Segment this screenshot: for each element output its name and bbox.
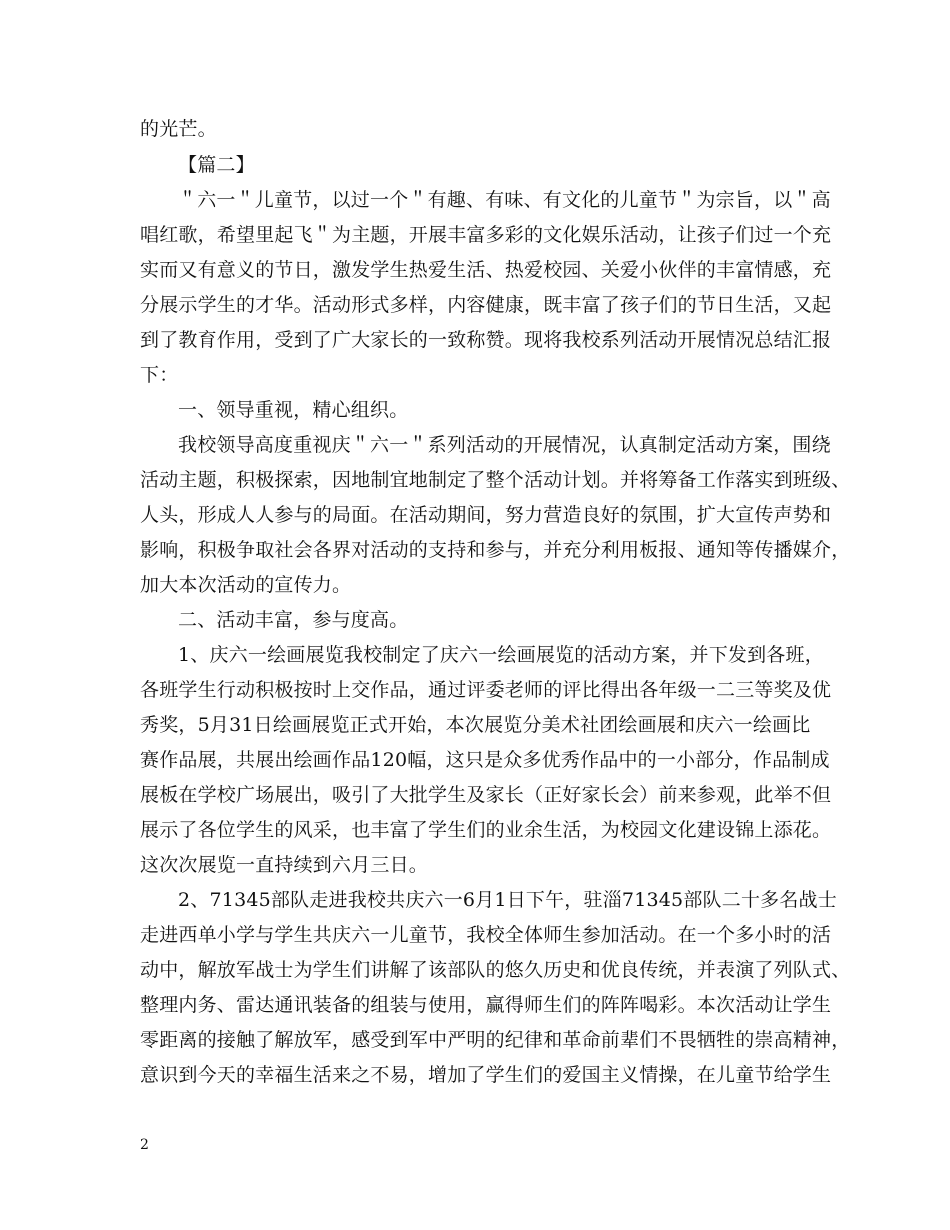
text-line: 实而又有意义的节日，激发学生热爱生活、热爱校园、关爱小伙伴的丰富情感，充 bbox=[140, 259, 832, 281]
text-line: 影响，积极争取社会各界对活动的支持和参与，并充分利用板报、通知等传播媒介， bbox=[140, 539, 851, 561]
text-line: 零距离的接触了解放军，感受到军中严明的纪律和革命前辈们不畏牺牲的崇高精神， bbox=[140, 1029, 851, 1051]
text-line: 各班学生行动积极按时上交作品，通过评委老师的评比得出各年级一二三等奖及优 bbox=[140, 679, 832, 701]
subheading: 一、领导重视，精心组织。 bbox=[178, 399, 409, 421]
page-number: 2 bbox=[140, 1137, 149, 1153]
text-line: 展板在学校广场展出，吸引了大批学生及家长（正好家长会）前来参观，此举不但 bbox=[140, 784, 832, 806]
text-line: 1、庆六一绘画展览我校制定了庆六一绘画展览的活动方案，并下发到各班， bbox=[178, 644, 824, 666]
text-line: 秀奖，5月31日绘画展览正式开始，本次展览分美术社团绘画展和庆六一绘画比 bbox=[140, 714, 811, 736]
text-line: 整理内务、雷达通讯装备的组装与使用，赢得师生们的阵阵喝彩。本次活动让学生 bbox=[140, 994, 832, 1016]
text-line: 意识到今天的幸福生活来之不易，增加了学生们的爱国主义情操，在儿童节给学生 bbox=[140, 1064, 832, 1086]
text-line: 赛作品展，共展出绘画作品120幅，这只是众多优秀作品中的一小部分，作品制成 bbox=[140, 749, 830, 771]
text-line: 走进西单小学与学生共庆六一儿童节，我校全体师生参加活动。在一个多小时的活 bbox=[140, 924, 832, 946]
section-heading: 【篇二】 bbox=[178, 154, 255, 176]
text-line: 唱红歌，希望里起飞＂为主题，开展丰富多彩的文化娱乐活动，让孩子们过一个充 bbox=[140, 224, 832, 246]
text-line: 分展示学生的才华。活动形式多样，内容健康，既丰富了孩子们的节日生活，又起 bbox=[140, 294, 832, 316]
text-line: 展示了各位学生的风采，也丰富了学生们的业余生活，为校园文化建设锦上添花。 bbox=[140, 819, 832, 841]
text-line: 下： bbox=[140, 364, 179, 386]
text-line: 动中，解放军战士为学生们讲解了该部队的悠久历史和优良传统，并表演了列队式、 bbox=[140, 959, 851, 981]
text-line: ＂六一＂儿童节，以过一个＂有趣、有味、有文化的儿童节＂为宗旨，以＂高 bbox=[178, 189, 831, 211]
text-line: 这次次展览一直持续到六月三日。 bbox=[140, 854, 429, 876]
text-line: 我校领导高度重视庆＂六一＂系列活动的开展情况，认真制定活动方案，围绕 bbox=[178, 434, 831, 456]
subheading: 二、活动丰富，参与度高。 bbox=[178, 609, 409, 631]
text-line: 2、71345部队走进我校共庆六一6月1日下午，驻淄71345部队二十多名战士 bbox=[178, 889, 837, 911]
text-line: 活动主题，积极探索，因地制宜地制定了整个活动计划。并将筹备工作落实到班级、 bbox=[140, 469, 851, 491]
text-line: 到了教育作用，受到了广大家长的一致称赞。现将我校系列活动开展情况总结汇报 bbox=[140, 329, 832, 351]
text-line: 加大本次活动的宣传力。 bbox=[140, 574, 352, 596]
text-line: 人头，形成人人参与的局面。在活动期间，努力营造良好的氛围，扩大宣传声势和 bbox=[140, 504, 832, 526]
text-line: 的光芒。 bbox=[140, 118, 217, 140]
